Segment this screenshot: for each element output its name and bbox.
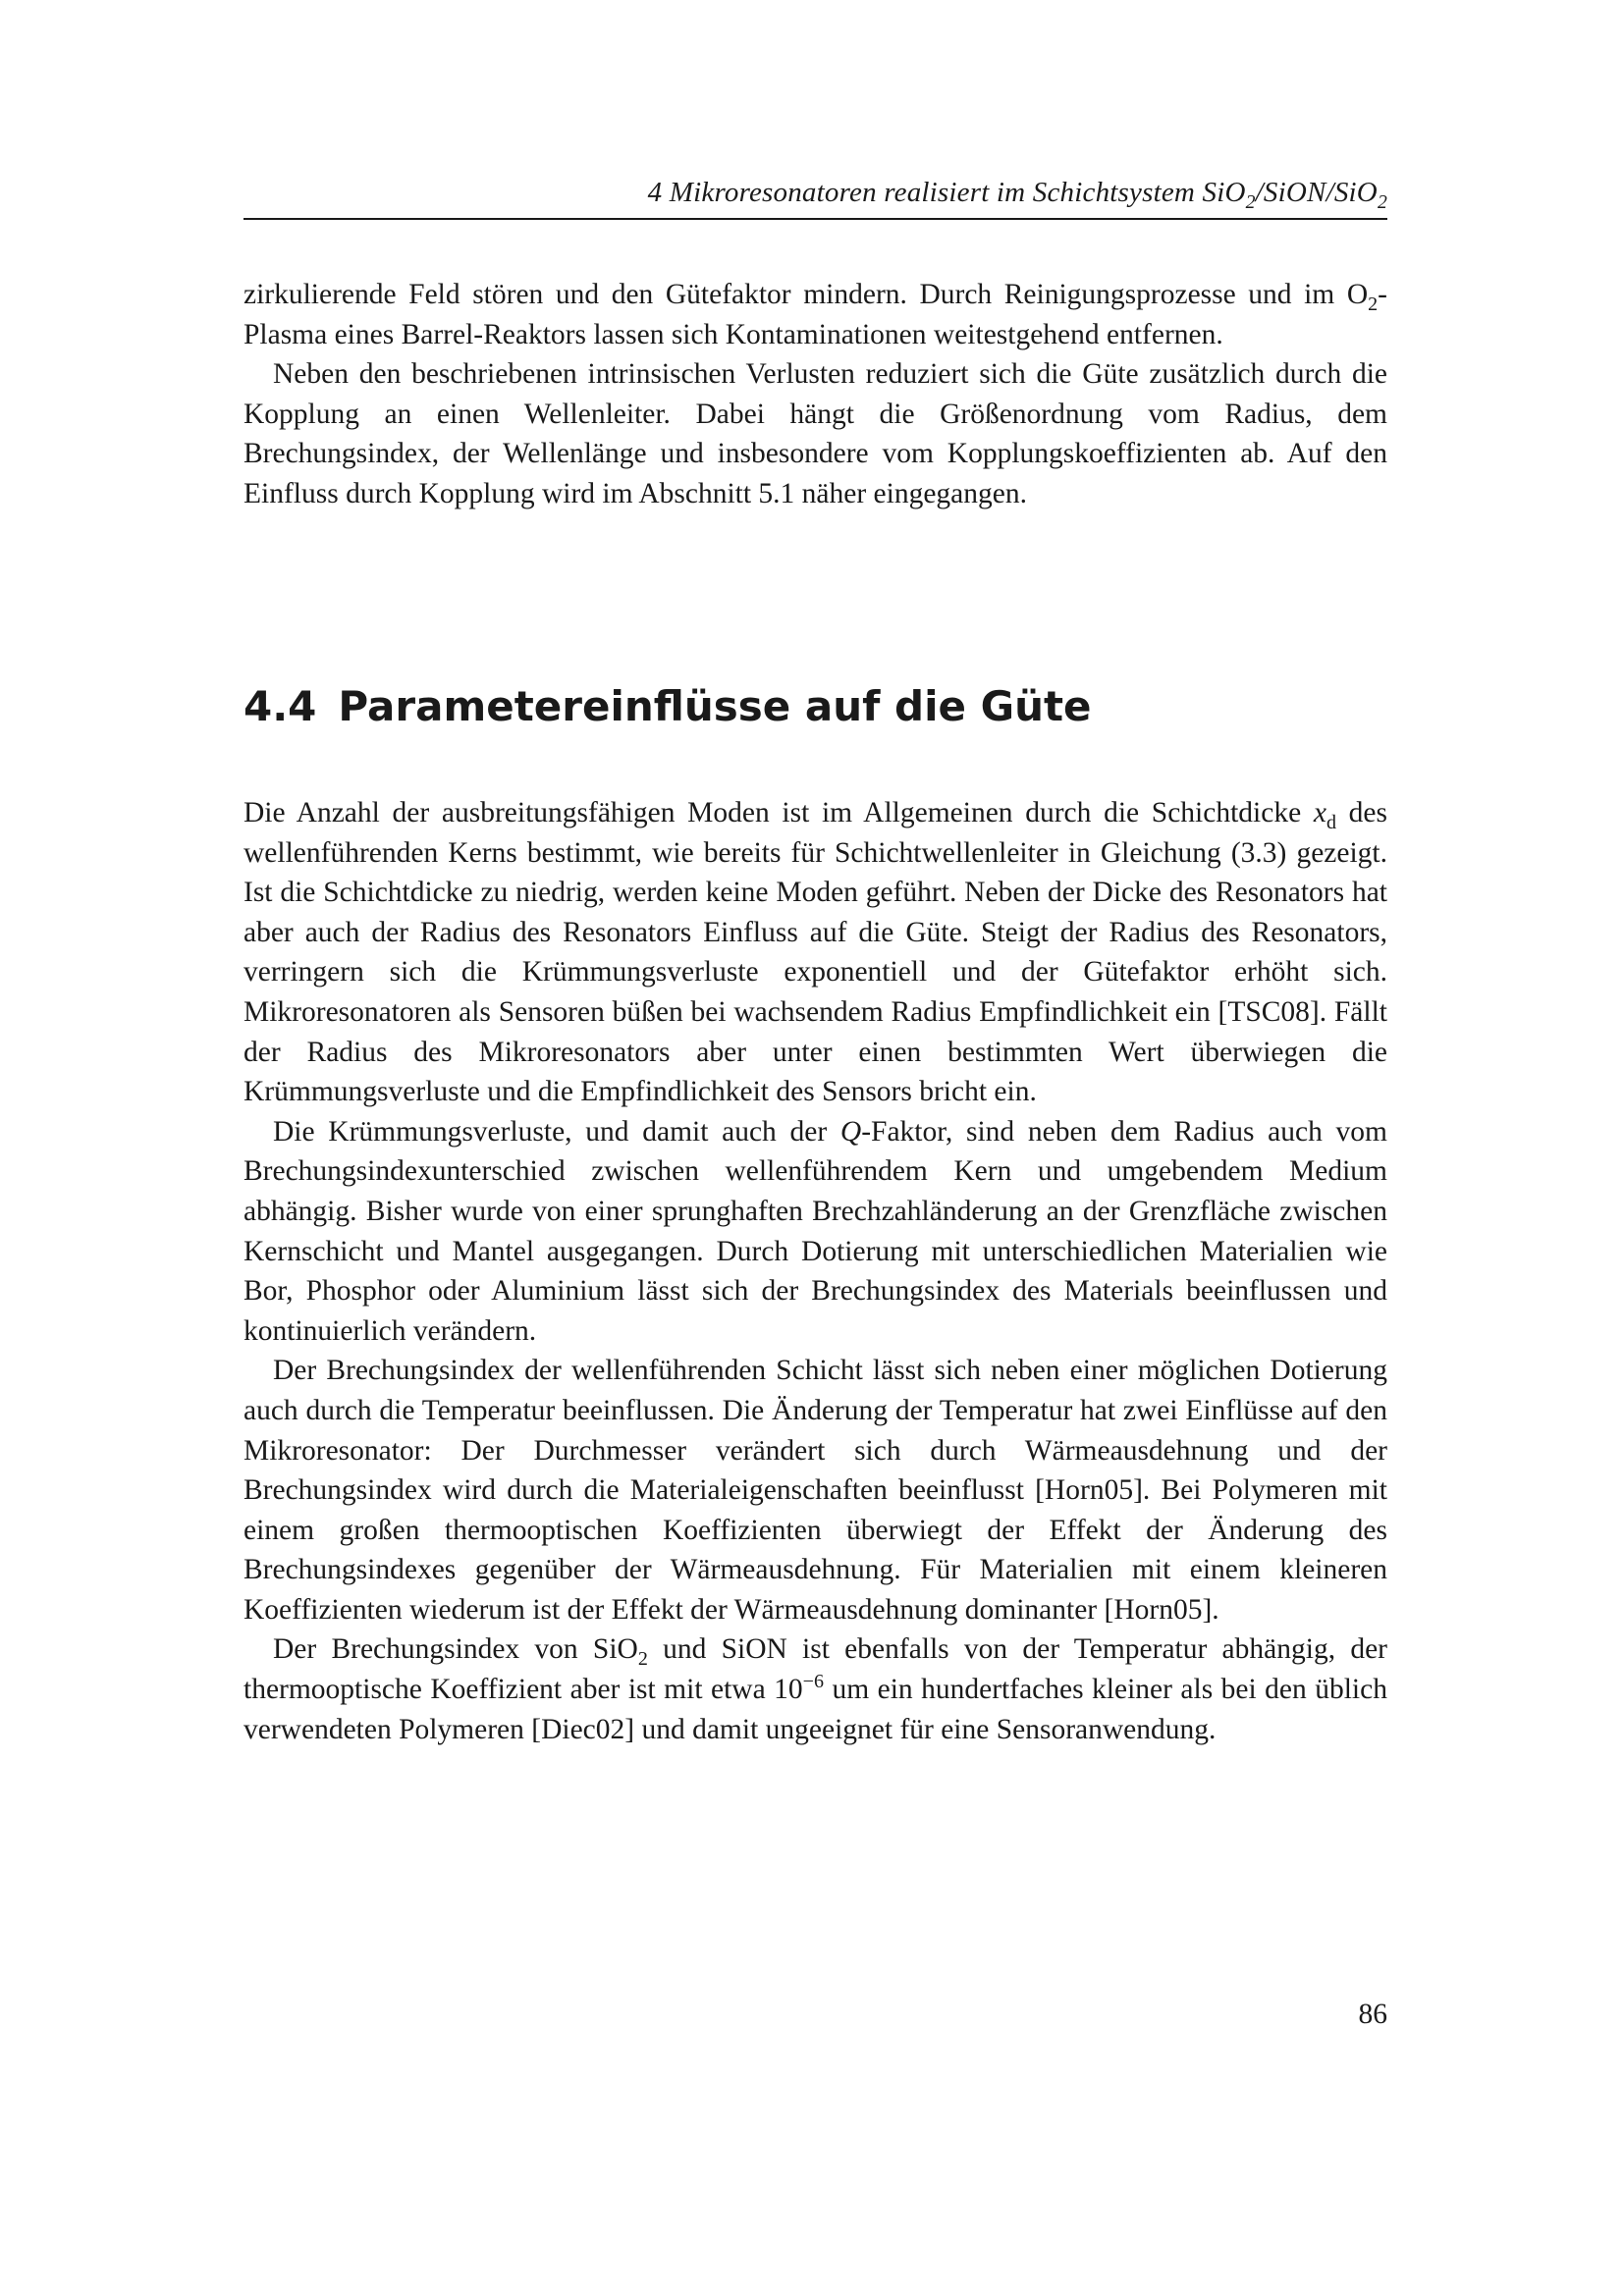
paragraph: Der Brechungsindex von SiO$_2$ und SiON ist ebenfalls von der Temperatur abhängig, der thermooptische Koeffizient aber ist mit etwa $10^{-6}$ um ein hundertfaches kleiner als bei den üblich verwendeten Polymeren [Diec02] und damit ungeeignet für eine Sensoranwendung. — [243, 1633, 1387, 1745]
section-number: 4.4 — [243, 682, 317, 730]
running-header — [243, 173, 1387, 212]
intro-block — [243, 275, 1387, 514]
section-heading — [243, 679, 1387, 734]
paragraph: Die Anzahl der ausbreitungsfähigen Moden ist im Allgemeinen durch die Schichtdicke $x_d$ des wellenführenden Kerns bestimmt, wie bereits für Schichtwellenleiter in Gleichung (3.3) gezeigt. Ist die Schichtdicke zu niedrig, werden keine Moden geführt. Neben der Dicke des Resonators hat aber auch der Radius des Resonators Einfluss auf die Güte. Steigt der Radius des Resonators, verringern sich die Krümmungsverluste exponentiell und der Gütefaktor erhöht sich. Mikroresonatoren als Sensoren büßen bei wachsendem Radius Empfindlichkeit ein [TSC08]. Fällt der Radius des Mikroresonators aber unter einen bestimmten Wert überwiegen die Krümmungsverluste und die Empfindlichkeit des Sensors bricht ein. — [243, 797, 1387, 1108]
paragraph: Die Krümmungsverluste, und damit auch der Q-Faktor, sind neben dem Radius auch vom Brechungsindexunterschied zwischen wellenführendem Kern und umgebendem Medium abhängig. Bisher wurde von einer sprunghaften Brechzahländerung an der Grenzfläche zwischen Kernschicht und Mantel ausgegangen. Durch Dotierung mit unterschiedlichen Materialien wie Bor, Phosphor oder Aluminium lässt sich der Brechungsindex des Materials beeinflussen und kontinuierlich verändern. — [243, 1115, 1387, 1347]
section-body — [243, 793, 1387, 1749]
header-rule — [243, 218, 1387, 220]
paragraph: Neben den beschriebenen intrinsischen Verlusten reduziert sich die Güte zusätzlich durch die Kopplung an einen Wellenleiter. Dabei hängt die Größenordnung vom Radius, dem Brechungsindex, der Wellenlänge und insbesondere vom Kopplungskoeffizienten ab. Auf den Einfluss durch Kopplung wird im Abschnitt 5.1 näher eingegangen. — [243, 358, 1387, 509]
paragraph: Der Brechungsindex der wellenführenden Schicht lässt sich neben einer möglichen Dotierung auch durch die Temperatur beeinflussen. Die Änderung der Temperatur hat zwei Einflüsse auf den Mikroresonator: Der Durchmesser verändert sich durch Wärmeausdehnung und der Brechungsindex wird durch die Materialeigenschaften beeinflusst [Horn05]. Bei Polymeren mit einem großen thermooptischen Koeffizienten überwiegt der Effekt der Änderung des Brechungsindexes gegenüber der Wärmeausdehnung. Für Materialien mit einem kleineren Koeffizienten wiederum ist der Effekt der Wärmeausdehnung dominanter [Horn05]. — [243, 1355, 1387, 1626]
page-number: 86 — [1358, 1999, 1387, 2030]
paragraph: zirkulierende Feld stören und den Gütefaktor mindern. Durch Reinigungsprozesse und im $O_2$-Plasma eines Barrel-Reaktors lassen sich Kontaminationen weitestgehend entfernen. — [243, 279, 1387, 350]
section-title: Parametereinflüsse auf die Güte — [338, 682, 1092, 730]
running-header-text: 4 Mikroresonatoren realisiert im Schichtsystem SiO$_2$/SiON/SiO$_2$ — [647, 177, 1387, 213]
